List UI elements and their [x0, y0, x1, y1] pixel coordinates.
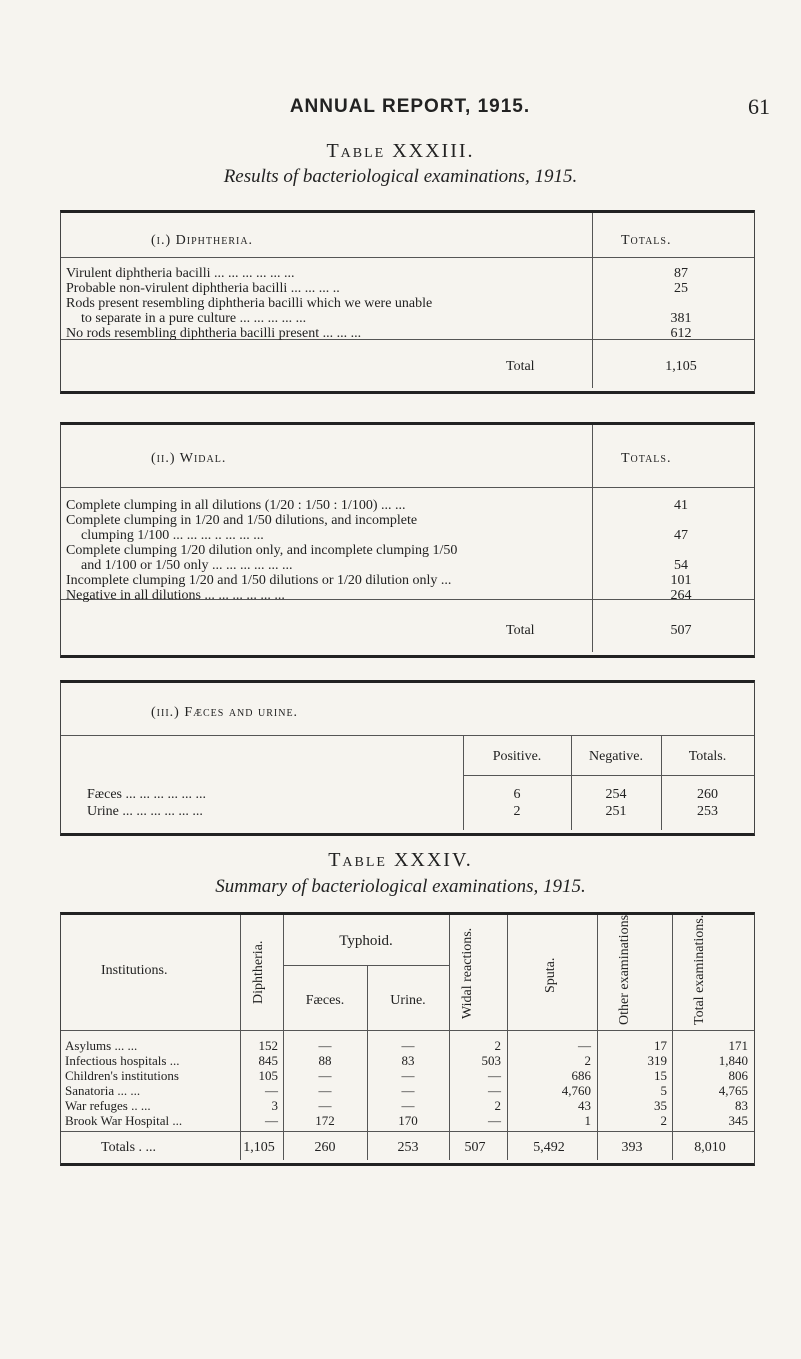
- faeces-positive: 6: [513, 787, 521, 802]
- col-other: Other examinations.: [617, 911, 632, 1025]
- faeces-urine-heading: (iii.) Fæces and urine.: [151, 705, 299, 720]
- diphtheria-total-value: 1,105: [665, 359, 697, 374]
- cell-other: 393: [621, 1140, 643, 1155]
- widal-row-label: Incomplete clumping 1/20 and 1/50 dilutions or 1/20 dilution only ...: [66, 573, 452, 588]
- cell-diphtheria: 3: [271, 1098, 278, 1113]
- diphtheria-row-value: 25: [674, 281, 688, 296]
- cell-other: 15: [654, 1068, 667, 1083]
- cell-urine: 170: [398, 1113, 418, 1128]
- widal-totals-heading: Totals.: [621, 451, 672, 466]
- cell-diphtheria: 845: [258, 1053, 278, 1068]
- cell-sputa: 43: [578, 1098, 591, 1113]
- diphtheria-totals-heading: Totals.: [621, 233, 672, 248]
- institution-name: War refuges .. ...: [65, 1098, 151, 1113]
- cell-faeces: —: [318, 1038, 332, 1053]
- cell-other: 2: [660, 1113, 667, 1128]
- diphtheria-row-label: Virulent diphtheria bacilli ... ... ... ... ... ...: [66, 266, 295, 281]
- cell-diphtheria: 1,105: [243, 1140, 275, 1155]
- diphtheria-row-value: 612: [670, 326, 692, 341]
- col-faeces: Fæces.: [305, 993, 345, 1008]
- cell-other: 17: [654, 1038, 667, 1053]
- table-33-subtitle: Results of bacteriological examinations, 1915.: [223, 166, 578, 187]
- institution-name: Infectious hospitals ...: [65, 1053, 180, 1068]
- diphtheria-row-value: 87: [674, 266, 688, 281]
- widal-row-value: 101: [670, 573, 692, 588]
- running-title: ANNUAL REPORT, 1915.: [289, 96, 531, 117]
- cell-faeces: 172: [315, 1113, 335, 1128]
- cell-total: 345: [728, 1113, 748, 1128]
- cell-faeces: 260: [314, 1140, 336, 1155]
- widal-row-label: and 1/100 or 1/50 only ... ... ... ... ... ...: [81, 558, 293, 573]
- column-totals: Totals.: [688, 749, 727, 764]
- urine-row-label: Urine ... ... ... ... ... ...: [87, 804, 203, 819]
- institution-name: Brook War Hospital ...: [65, 1113, 183, 1128]
- faeces-row-label: Fæces ... ... ... ... ... ...: [87, 787, 206, 802]
- col-institutions: Institutions.: [101, 963, 168, 978]
- cell-sputa: —: [578, 1038, 591, 1053]
- cell-urine: —: [401, 1098, 415, 1113]
- widal-total-value: 507: [670, 623, 692, 638]
- cell-total: 83: [735, 1098, 748, 1113]
- widal-total-label: Total: [506, 623, 535, 638]
- summary-table: [60, 912, 755, 1166]
- cell-widal: 507: [464, 1140, 486, 1155]
- col-urine: Urine.: [390, 993, 426, 1008]
- widal-row-label: Complete clumping in 1/20 and 1/50 dilutions, and incomplete: [66, 513, 418, 528]
- widal-heading: (ii.) Widal.: [151, 451, 227, 466]
- cell-urine: —: [401, 1083, 415, 1098]
- page-number: 61: [748, 94, 770, 119]
- cell-total: 171: [728, 1038, 748, 1053]
- urine-positive: 2: [513, 804, 521, 819]
- cell-widal: —: [488, 1068, 501, 1083]
- col-sputa: Sputa.: [543, 957, 558, 993]
- widal-row-value: 47: [674, 528, 688, 543]
- urine-negative: 251: [605, 804, 627, 819]
- institution-name: Children's institutions: [65, 1068, 179, 1083]
- page-header: [50, 96, 770, 126]
- faeces-total: 260: [697, 787, 718, 802]
- cell-sputa: 2: [584, 1053, 591, 1068]
- cell-diphtheria: 152: [258, 1038, 278, 1053]
- cell-diphtheria: —: [265, 1113, 278, 1128]
- faeces-urine-table: [60, 680, 755, 836]
- cell-total: 8,010: [694, 1140, 726, 1155]
- widal-row-value: 41: [674, 498, 688, 513]
- cell-urine: 83: [401, 1053, 415, 1068]
- diphtheria-heading: (i.) Diphtheria.: [151, 233, 254, 248]
- widal-row-label: Complete clumping in all dilutions (1/20 : 1/50 : 1/100) ... ...: [66, 498, 406, 513]
- widal-row-label: Complete clumping 1/20 dilution only, and incomplete clumping 1/50: [66, 543, 458, 558]
- diphtheria-table: [60, 210, 755, 394]
- col-typhoid: Typhoid.: [339, 933, 393, 949]
- cell-other: 5: [660, 1083, 667, 1098]
- cell-other: 319: [647, 1053, 667, 1068]
- cell-widal: 2: [494, 1098, 501, 1113]
- cell-sputa: 1: [584, 1113, 591, 1128]
- totals-label: Totals . ...: [101, 1140, 157, 1155]
- cell-sputa: 5,492: [533, 1140, 565, 1155]
- cell-faeces: —: [318, 1083, 332, 1098]
- cell-widal: 503: [481, 1053, 501, 1068]
- table-34-subtitle: Summary of bacteriological examinations, 1915.: [215, 876, 586, 897]
- col-widal: Widal reactions.: [460, 927, 475, 1019]
- faeces-negative: 254: [605, 787, 627, 802]
- column-positive: Positive.: [492, 749, 542, 764]
- col-total: Total examinations.: [692, 914, 707, 1025]
- widal-row-value: 54: [674, 558, 688, 573]
- cell-sputa: 686: [571, 1068, 591, 1083]
- cell-other: 35: [654, 1098, 667, 1113]
- cell-widal: 2: [494, 1038, 501, 1053]
- cell-widal: —: [488, 1113, 501, 1128]
- diphtheria-row-label: Probable non-virulent diphtheria bacilli ... ... ... ..: [66, 281, 340, 296]
- cell-total: 806: [728, 1068, 748, 1083]
- table-33-caption: Table XXXIII.: [326, 140, 475, 162]
- diphtheria-row-label: No rods resembling diphtheria bacilli present ... ... ...: [66, 326, 362, 341]
- cell-urine: —: [401, 1038, 415, 1053]
- institution-name: Sanatoria ... ...: [65, 1083, 141, 1098]
- cell-diphtheria: 105: [258, 1068, 278, 1083]
- diphtheria-total-label: Total: [506, 359, 535, 374]
- cell-faeces: —: [318, 1098, 332, 1113]
- col-diphtheria: Diphtheria.: [251, 940, 266, 1004]
- diphtheria-row-label: to separate in a pure culture ... ... ... ... ...: [81, 311, 307, 326]
- diphtheria-row-value: 381: [670, 311, 692, 326]
- cell-urine: 253: [397, 1140, 419, 1155]
- cell-faeces: —: [318, 1068, 332, 1083]
- table-34-caption: Table XXXIV.: [328, 849, 473, 871]
- column-negative: Negative.: [588, 749, 644, 764]
- cell-widal: —: [488, 1083, 501, 1098]
- widal-row-label: clumping 1/100 ... ... ... .. ... ... ...: [81, 528, 264, 543]
- cell-diphtheria: —: [265, 1083, 278, 1098]
- widal-row-value: 264: [670, 588, 692, 603]
- widal-table: [60, 422, 755, 658]
- cell-total: 1,840: [718, 1053, 748, 1068]
- cell-faeces: 88: [318, 1053, 332, 1068]
- diphtheria-row-label: Rods present resembling diphtheria bacilli which we were unable: [66, 296, 433, 311]
- cell-urine: —: [401, 1068, 415, 1083]
- widal-row-label: Negative in all dilutions ... ... ... ... ... ...: [66, 588, 285, 603]
- urine-total: 253: [697, 804, 718, 819]
- cell-sputa: 4,760: [561, 1083, 591, 1098]
- cell-total: 4,765: [718, 1083, 748, 1098]
- institution-name: Asylums ... ...: [65, 1038, 138, 1053]
